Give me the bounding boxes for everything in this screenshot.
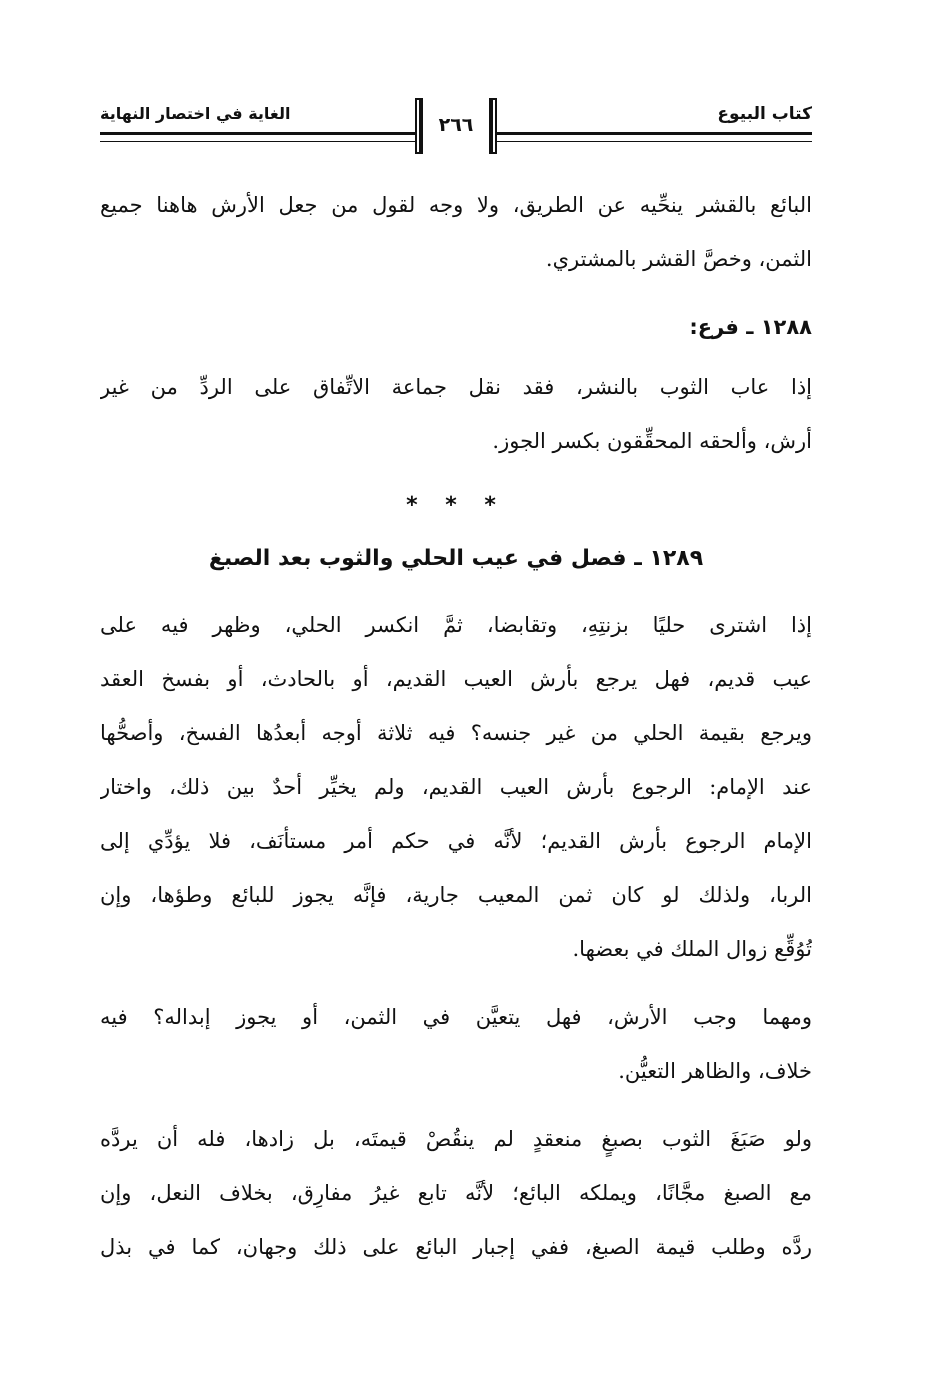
text-line: مع الصبغ مجَّانًا، ويملكه البائع؛ لأنَّه تابع غيرُ مفارِق، بخلاف النعل، وإن [100,1181,812,1205]
chapter-title: كتاب البيوع [717,104,812,124]
text-line: الثمن، وخصَّ القشر بالمشتري. [545,247,812,271]
branch-heading: ١٢٨٨ ـ فرع: [689,315,812,339]
text-line: أرش، وألحقه المحقِّقون بكسر الجوز. [492,429,812,453]
text-line: ردَّه وطلب قيمة الصبغ، ففي إجبار البائع على ذلك وجهان، كما في بذل [100,1235,812,1259]
text-line: تُوُقِّع زوال الملك في بعضها. [572,937,812,961]
book-title: الغاية في اختصار النهاية [100,104,291,123]
text-line: عند الإمام: الرجوع بأرش العيب القديم، ولم يخيِّر أحدٌ بين ذلك، واختار [100,775,812,799]
paragraph-2 [100,360,812,468]
text-line: ومهما وجب الأرش، فهل يتعيَّن في الثمن، أو يجوز إبداله؟ فيه [100,1005,812,1029]
paragraph-1 [100,178,812,286]
text-line: الربا، ولذلك لو كان ثمن المعيب جارية، فإنَّه يجوز للبائع وطؤها، وإن [100,883,812,907]
page-number: ٢٦٦ [438,114,474,136]
running-header [100,98,812,158]
paragraph-3 [100,598,812,976]
paragraph-5 [100,1112,812,1274]
text-line: إذا عاب الثوب بالنشر، فقد نقل جماعة الاتِّفاق على الردِّ من غير [100,375,812,399]
text-line: عيب قديم، فهل يرجع بأرش العيب القديم، أو بالحادث، أو بفسخ العقد [100,667,812,691]
paragraph-4 [100,990,812,1098]
text-line: الإمام الرجوع بأرش القديم؛ لأنَّه في حكم أمر مستأنَف، فلا يؤدِّي إلى [100,829,812,853]
text-line: خلاف، والظاهر التعيُّن. [618,1059,812,1083]
text-line: البائع بالقشر ينحِّيه عن الطريق، ولا وجه لقول من جعل الأرش هاهنا جميع [100,193,812,217]
text-line: ويرجع بقيمة الحلي من غير جنسه؟ فيه ثلاثة أوجه أبعدُها الفسخ، وأصحُّها [100,721,812,745]
text-line: ولو صَبَغَ الثوب بصبغٍ منعقدٍ لم ينقُصْ قيمتَه، بل زادها، فله أن يردَّه [100,1127,812,1151]
page-content [100,178,812,1288]
text-line: إذا اشترى حليًا بزنتِهِ، وتقابضا، ثمَّ انكسر الحلي، وظهر فيه على [100,613,812,637]
page-number-frame [415,98,497,154]
section-separator: * * * [406,493,506,518]
section-heading: ١٢٨٩ ـ فصل في عيب الحلي والثوب بعد الصبغ [208,546,704,571]
